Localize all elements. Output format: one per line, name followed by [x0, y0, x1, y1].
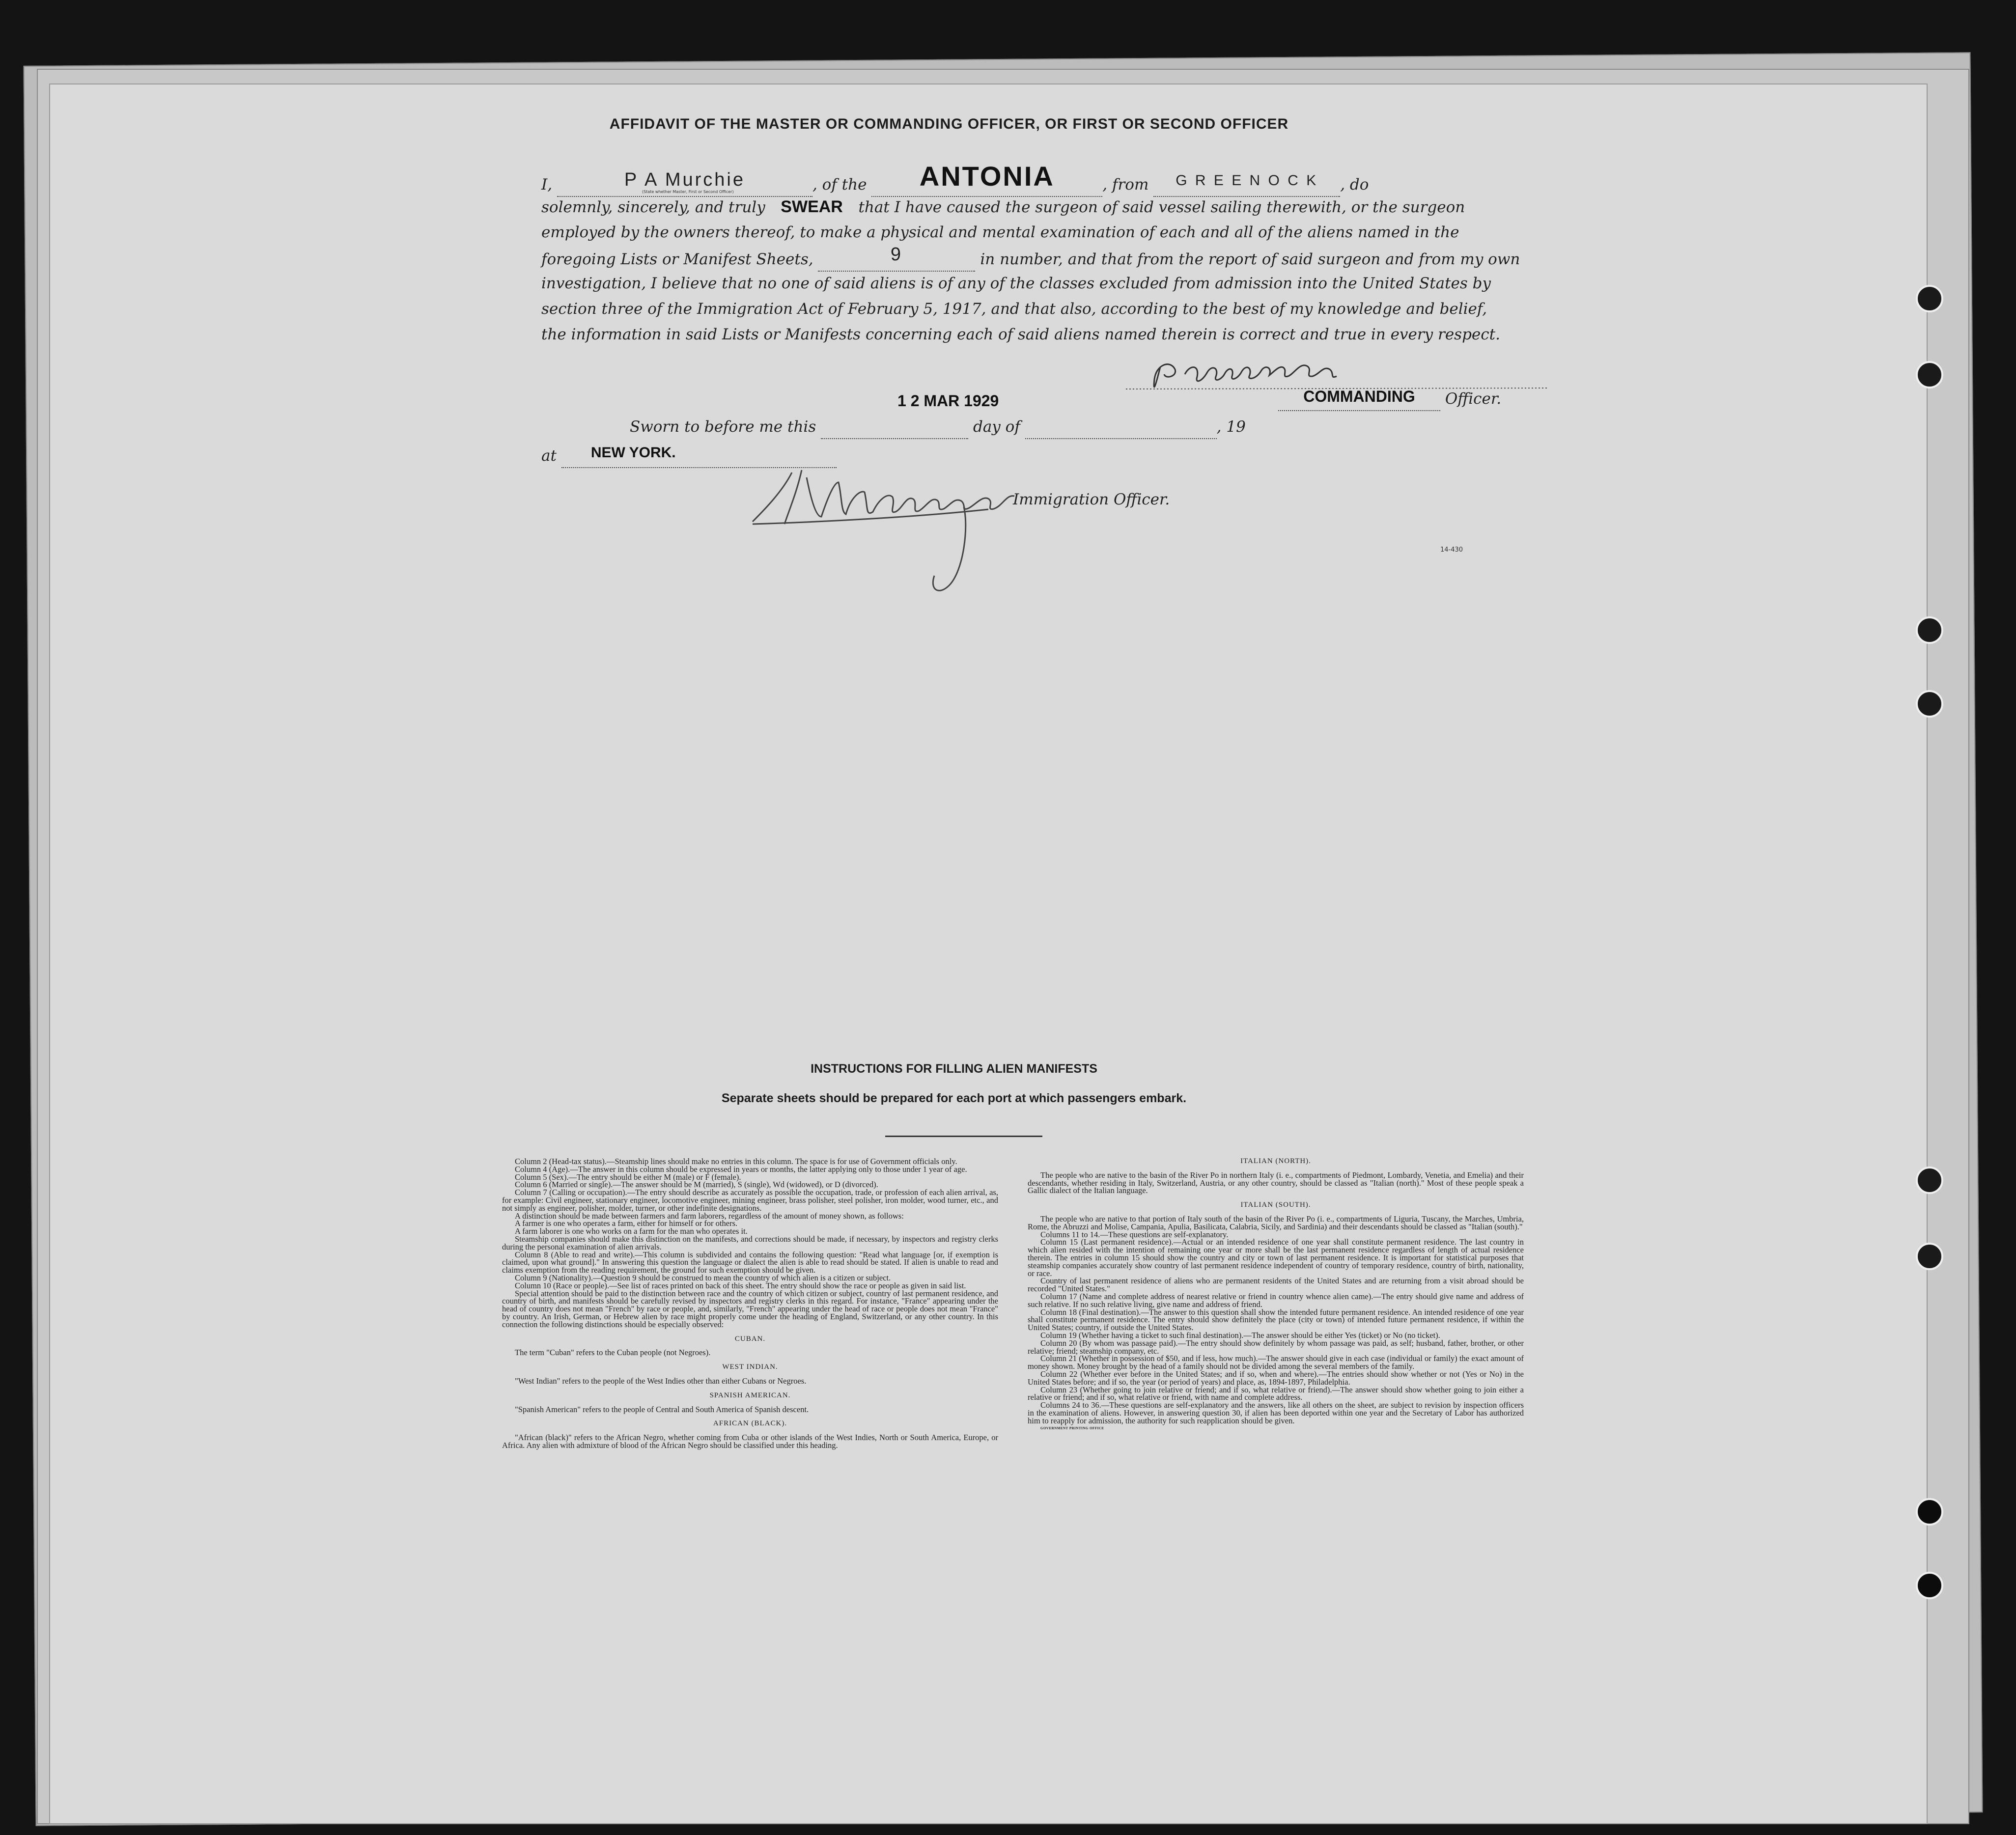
swear-word: SWEAR: [781, 197, 843, 216]
binder-hole: [1916, 1572, 1943, 1599]
officer-title-field: [1278, 385, 1440, 411]
instructions-divider: [885, 1136, 1042, 1137]
section-heading-italian-south: ITALIAN (SOUTH).: [1240, 1201, 1311, 1209]
officer-rank-note: (State whether Master, First or Second Officer): [642, 190, 734, 194]
instruction-paragraph: The people who are native to that portion of Italy south of the basin of the River Po (i. e., compartments of Liguria, Tuscany, the Marches, Umbria, Rome, the Abruzzi and Molise, Campania, Apulia, Basilicata, Calabria, Sicily, and Sardinia) and their descendants should be classed as "Italian (south).": [1028, 1214, 1524, 1231]
instruction-paragraph: "West Indian" refers to the people of the West Indies other than either Cubans or Negroes.: [515, 1376, 807, 1386]
instruction-paragraph: Column 5 (Sex).—The entry should be either M (male) or F (female).: [515, 1172, 741, 1182]
instruction-paragraph: Steamship companies should make this distinction on the manifests, and corrections should be made, if necessary, by inspectors and registry clerks during the personal examination of alien arrivals.: [502, 1234, 998, 1251]
location: NEW YORK.: [590, 445, 676, 461]
binder-hole: [1916, 1243, 1943, 1270]
sworn-month-field: [1025, 438, 1217, 439]
immigration-signature-mark: [733, 463, 1175, 610]
sworn-day-field: [821, 438, 968, 439]
instruction-paragraph: Column 6 (Married or single).—The answer should be M (married), S (single), Wd (widowed), or D (divorced).: [515, 1180, 878, 1190]
affidavit-line-2: [541, 195, 1548, 220]
affidavit-text-1: that I have caused the surgeon of said vessel sailing therewith, or the surgeon: [858, 198, 1465, 216]
instructions-subtitle: Separate sheets should be prepared for each port at which passengers embark.: [721, 1091, 1187, 1105]
affidavit-line-7: the information in said Lists or Manifests concerning each of said aliens named therein is correct and true in every respect.: [541, 326, 1500, 343]
binder-hole: [1916, 285, 1943, 312]
affidavit-title: AFFIDAVIT OF THE MASTER OR COMMANDING OFFICER, OR FIRST OR SECOND OFFICER: [609, 116, 1289, 132]
officer-title: COMMANDING: [1303, 388, 1415, 405]
instruction-paragraph: Column 20 (By whom was passage paid).—The entry should show definitely by whom passage was paid, as self; husband, father, brother, or other relative; friend; steamship company, etc.: [1028, 1338, 1524, 1356]
sworn-label: Sworn to before me this: [630, 418, 816, 436]
section-heading-cuban: CUBAN.: [734, 1335, 766, 1343]
instructions-left-column: [502, 1158, 998, 1449]
instructions-right-column: [1028, 1158, 1524, 1432]
instruction-paragraph: Column 4 (Age).—The answer in this column should be expressed in years or months, the latter applying only to those under 1 year of age.: [515, 1164, 967, 1174]
vessel-name: ANTONIA: [919, 161, 1055, 192]
immigration-officer-signature: [733, 463, 1175, 610]
affidavit-line-6: section three of the Immigration Act of February 5, 1917, and that also, according to the best of my knowledge and belief,: [541, 300, 1487, 318]
sworn-line: [630, 415, 1268, 439]
sheets-count: 9: [890, 244, 903, 265]
instruction-paragraph: Column 10 (Race or people).—See list of races printed on back of this sheet. The entry should show the race or people as given in said list.: [515, 1280, 966, 1290]
do-label: , do: [1340, 176, 1369, 194]
of-the-label: , of the: [812, 176, 867, 194]
manifest-page: [49, 83, 1928, 1824]
instruction-paragraph: Column 15 (Last permanent residence).—Actual or an intended residence of one year shall constitute permanent residence. The last country in which alien resided with the intention of remaining one year or more shall be the last permanent residence regardless of length of actual residence therein. The entries in column 15 should show the country and city or town of last permanent residence. It is important for statistical purposes that steamship companies accurately show country of last permanent residence independent of country of temporary residence, country of birth, nationality, or race.: [1028, 1237, 1524, 1278]
instruction-paragraph: A distinction should be made between farmers and farm laborers, regardless of the amount of money shown, as follows:: [515, 1211, 904, 1221]
binder-hole: [1916, 361, 1943, 389]
affidavit-line-3: employed by the owners thereof, to make a physical and mental examination of each and all of the aliens named in the: [541, 223, 1459, 241]
instruction-paragraph: A farm laborer is one who works on a farm for the man who operates it.: [515, 1226, 748, 1236]
port-field: [1153, 171, 1340, 197]
i-label: I,: [541, 176, 553, 194]
instruction-paragraph: Special attention should be paid to the distinction between race and the country of which citizen or subject, country of last permanent residence, and country of birth, and manifests should be carefully revised by inspectors and registry clerks in this regard. For instance, "France" appearing under the head of country does not mean "French" by race or people, and, similarly, "French" appearing under the head of race or people does not mean "France" by country. An Irish, German, or Hebrew alien by race might properly come under the heading of England, Switzerland, or any other country. In this connection the following distinctions should be especially observed:: [502, 1288, 998, 1329]
binder-hole: [1916, 616, 1943, 644]
binder-hole: [1916, 1167, 1943, 1194]
officer-name: P A Murchie: [624, 169, 746, 190]
instruction-paragraph: Column 18 (Final destination).—The answer to this question shall show the intended future permanent residence. An intended residence of one year shall constitute permanent residence. The entry should show definitely the place (city or town) of intended future permanent residence, if within the United States; country, if outside the United States.: [1028, 1307, 1524, 1333]
sheets-field: [818, 245, 975, 272]
at-label: at: [541, 447, 557, 465]
instruction-paragraph: A farmer is one who operates a farm, either for himself or for others.: [515, 1219, 738, 1228]
binder-hole: [1916, 690, 1943, 718]
form-number: 14-430: [1440, 546, 1463, 554]
instruction-paragraph: Column 21 (Whether in possession of $50, and if less, how much).—The answer should give in each case (individual or family) the exact amount of money shown. Money brought by the head of a family should not be divided among the several members of the family.: [1028, 1354, 1524, 1371]
year-label: , 19: [1216, 418, 1246, 436]
instruction-paragraph: Column 2 (Head-tax status).—Steamship lines should make no entries in this column. The space is for use of Government officials only.: [515, 1157, 957, 1166]
section-heading-spanish-american: SPANISH AMERICAN.: [709, 1391, 791, 1399]
port-name: G R E E N O C K: [1176, 172, 1318, 189]
date-stamp: 1 2 MAR 1929: [897, 392, 999, 410]
affidavit-text-3b: in number, and that from the report of said surgeon and from my own: [980, 250, 1520, 268]
binder-hole: [1916, 1498, 1943, 1526]
instruction-paragraph: Column 8 (Able to read and write).—This column is subdivided and contains the following question: "Read what language [or, if exemption is claimed, upon what ground]." In answering this question the language or dialect the alien is able to read should be stated. If alien is unable to read and claims exemption from the reading requirement, the ground for such exemption should be given.: [502, 1250, 998, 1275]
swear-field: [770, 195, 854, 220]
instruction-paragraph: "Spanish American" refers to the people of Central and South America of Spanish descent.: [515, 1404, 809, 1414]
instruction-paragraph: The people who are native to the basin of the River Po in northern Italy (i. e., compartments of Piedmont, Lombardy, Venetia, and Emelia) and their descendants, whether residing in Italy, Switzerland, Austria, or any other country, should be classed as "Italian (north)." Most of these people speak a Gallic dialect of the Italian language.: [1028, 1170, 1524, 1196]
immigration-officer-line: [1013, 487, 1219, 512]
instruction-paragraph: Column 22 (Whether ever before in the United States; and if so, when and where).—The entries should show whether or not (Yes or No) in the United States before; and if so, the year (or period of years) and place, as, 1894-1897, Philadelphia.: [1028, 1369, 1524, 1387]
affidavit-line-5: investigation, I believe that no one of said aliens is of any of the classes excluded from admission into the United States by: [541, 275, 1491, 292]
instruction-paragraph: Column 7 (Calling or occupation).—The entry should describe as accurately as possible the occupation, trade, or profession of each alien arrival, as, for example: Civil engineer, stationary engineer, locomotive engineer, mining engineer, brass polisher, steel polisher, iron molder, wood turner, etc., and not simply as engineer, polisher, molder, turner, or other indefinite designations.: [502, 1188, 998, 1213]
instruction-paragraph: Columns 11 to 14.—These questions are self-explanatory.: [1040, 1229, 1229, 1239]
instruction-paragraph: Column 9 (Nationality).—Question 9 should be construed to mean the country of which alien is a citizen or subject.: [515, 1273, 891, 1282]
instruction-paragraph: Country of last permanent residence of aliens who are permanent residents of the United States and are returning from a visit abroad should be recorded "United States.": [1028, 1276, 1524, 1294]
affidavit-text-3a: foregoing Lists or Manifest Sheets,: [541, 250, 813, 268]
instruction-paragraph: "African (black)" refers to the African Negro, whether coming from Cuba or other islands of the West Indies, North or South America, Europe, or Africa. Any alien with admixture of blood of the African Negro should be classified under this heading.: [502, 1433, 998, 1450]
immigration-officer-label: Immigration Officer.: [1013, 491, 1170, 508]
vessel-field: [871, 161, 1102, 197]
instruction-paragraph: Column 23 (Whether going to join relative or friend; and if so, what relative or friend).—The answer should show whether going to join either a relative or friend; and if so, what relative or friend, with name and complete address.: [1028, 1385, 1524, 1402]
instruction-paragraph: Column 17 (Name and complete address of nearest relative or friend in country whence alien came).—The entry should give name and address of such relative. If no such relative living, give name and address of friend.: [1028, 1291, 1524, 1309]
affidavit-line-4: [541, 245, 1548, 272]
instructions-title: INSTRUCTIONS FOR FILLING ALIEN MANIFESTS: [811, 1062, 1097, 1076]
section-heading-african: AFRICAN (BLACK).: [713, 1419, 787, 1428]
instruction-paragraph: The term "Cuban" refers to the Cuban people (not Negroes).: [515, 1348, 711, 1358]
printing-office-imprint: GOVERNMENT PRINTING OFFICE: [1040, 1426, 1104, 1430]
officer-title-line: [1278, 385, 1553, 411]
section-heading-west-indian: WEST INDIAN.: [722, 1363, 778, 1371]
section-heading-italian-north: ITALIAN (NORTH).: [1240, 1157, 1311, 1165]
officer-label: Officer.: [1445, 390, 1502, 408]
day-of-label: day of: [973, 418, 1020, 436]
instruction-paragraph: Column 19 (Whether having a ticket to such final destination).—The answer should be either Yes (ticket) or No (no ticket).: [1040, 1330, 1440, 1340]
from-label: , from: [1102, 176, 1149, 194]
instruction-paragraph: Columns 24 to 36.—These questions are self-explanatory and the answers, like all others on the sheet, are subject to revision by inspection officers in the examination of aliens. However, in answering question 30, if alien has been deported within one year and the Secretary of Labor has authorized him to reapply for admission, the authority for such reapplication should be given.: [1028, 1400, 1524, 1425]
solemnly-label: solemnly, sincerely, and truly: [541, 198, 765, 216]
